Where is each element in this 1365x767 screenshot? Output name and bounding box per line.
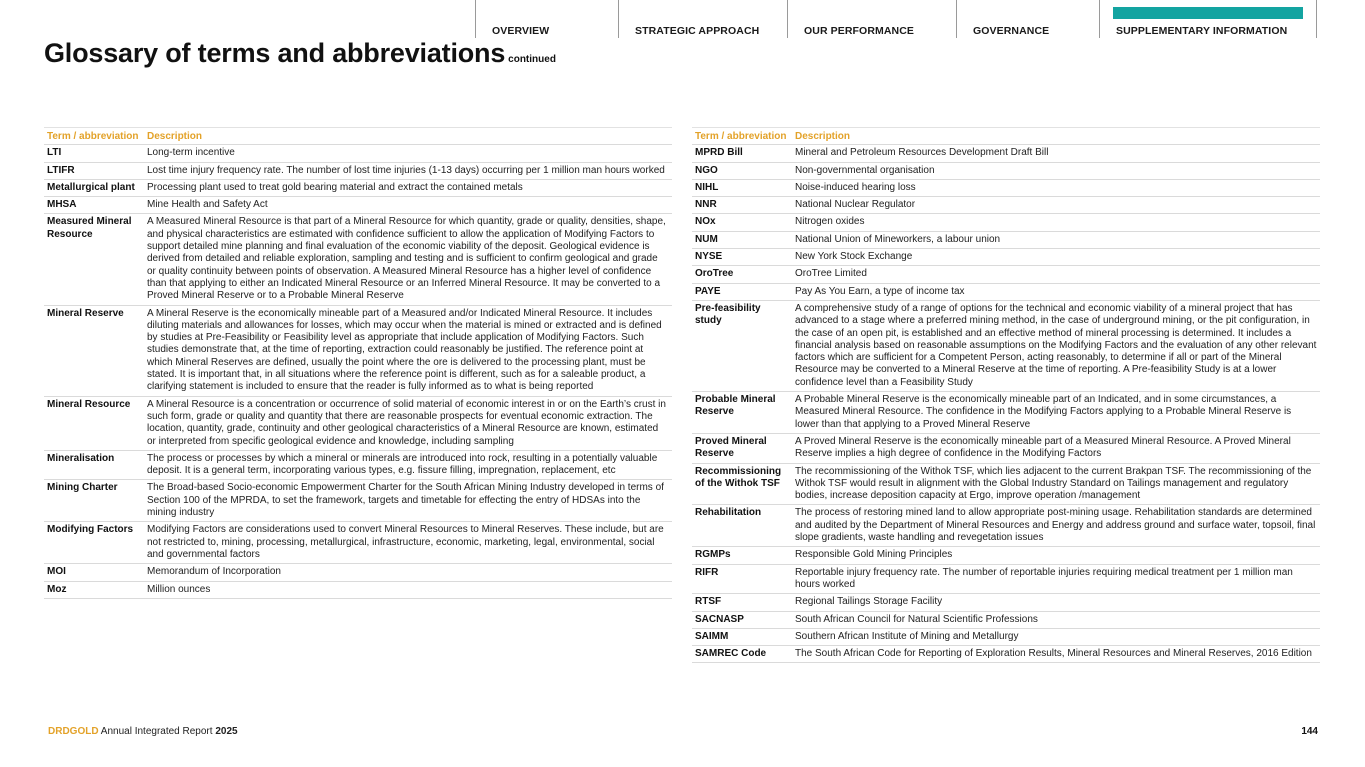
glossary-row <box>44 145 672 162</box>
nav-tab-supplementary-information[interactable] <box>1099 0 1317 38</box>
nav-tab-label: STRATEGIC APPROACH <box>635 25 760 37</box>
glossary-row <box>692 433 1320 463</box>
description-column-header: Description <box>792 128 1320 145</box>
nav-tab-governance[interactable] <box>956 0 1099 38</box>
page-number: 144 <box>1301 726 1318 737</box>
glossary-term: OroTree <box>692 266 792 283</box>
glossary-term: NIHL <box>692 179 792 196</box>
glossary-term: RIFR <box>692 564 792 594</box>
glossary-row <box>692 145 1320 162</box>
nav-tab-label: GOVERNANCE <box>973 25 1050 37</box>
glossary-term: Mineralisation <box>44 450 144 480</box>
glossary-description: Mineral and Petroleum Resources Development Draft Bill <box>792 145 1320 162</box>
glossary-term: MOI <box>44 564 144 581</box>
glossary-description: Regional Tailings Storage Facility <box>792 594 1320 611</box>
glossary-term: Rehabilitation <box>692 505 792 547</box>
term-column-header: Term / abbreviation <box>692 128 792 145</box>
glossary-term: RGMPs <box>692 547 792 564</box>
glossary-term: LTIFR <box>44 162 144 179</box>
page-title <box>44 38 556 69</box>
glossary-row <box>44 564 672 581</box>
glossary-term: SAIMM <box>692 628 792 645</box>
glossary-row <box>44 480 672 522</box>
glossary-description: Processing plant used to treat gold bearing material and extract the contained metals <box>144 179 672 196</box>
glossary-table-right <box>692 127 1320 663</box>
glossary-description: National Nuclear Regulator <box>792 197 1320 214</box>
glossary-term: Probable Mineral Reserve <box>692 392 792 434</box>
glossary-term: Metallurgical plant <box>44 179 144 196</box>
glossary-row <box>44 396 672 450</box>
glossary-description: The Broad-based Socio-economic Empowerment Charter for the South African Mining Industry developed in terms of Section 100 of the MPRDA, to set the framework, targets and timetable for effecting the entry of HDSAs into the mining industry <box>144 480 672 522</box>
glossary-row <box>44 450 672 480</box>
glossary-row <box>692 628 1320 645</box>
glossary-row <box>692 179 1320 196</box>
glossary-description: A Mineral Resource is a concentration or occurrence of solid material of economic interest in or on the Earth’s crust in such form, grade or quality and quantity that there are reasonable prospects for eventual economic extraction. The location, quantity, grade, continuity and other geological characteristics of a Mineral Resource are known, estimated or interpreted from specific geological evidence and knowledge, including sampling <box>144 396 672 450</box>
glossary-description: Modifying Factors are considerations used to convert Mineral Resources to Mineral Reserves. These include, but are not restricted to, mining, processing, metallurgical, infrastructure, economic, marketing, legal, environmental, social and governmental factors <box>144 522 672 564</box>
glossary-description: A comprehensive study of a range of options for the technical and economic viability of a mineral project that has advanced to a stage where a preferred mining method, in the case of underground mining, or the pit configuration, in the case of an open pit, is established and an effective method of mineral processing is determined. It includes a financial analysis based on reasonable assumptions on the Modifying Factors and the evaluation of any other relevant factors which are sufficient for a Competent Person, acting reasonably, to determine if all or part of the Mineral Resource may be converted to a Mineral Reserve at the time of reporting. A Pre-feasibility Study is at a lower confidence level than a Feasibility Study <box>792 300 1320 391</box>
glossary-description: OroTree Limited <box>792 266 1320 283</box>
glossary-term: NGO <box>692 162 792 179</box>
glossary-row <box>692 463 1320 505</box>
glossary-row <box>44 197 672 214</box>
nav-tab-strategic-approach[interactable] <box>618 0 787 38</box>
description-column-header: Description <box>144 128 672 145</box>
glossary-description: Lost time injury frequency rate. The number of lost time injuries (1-13 days) occurring per 1 million man hours worked <box>144 162 672 179</box>
glossary-row <box>44 179 672 196</box>
glossary-row <box>692 300 1320 391</box>
glossary-row <box>44 162 672 179</box>
glossary-table-left <box>44 127 672 599</box>
glossary-description: South African Council for Natural Scientific Professions <box>792 611 1320 628</box>
glossary-row <box>692 249 1320 266</box>
nav-tab-label: SUPPLEMENTARY INFORMATION <box>1116 25 1288 37</box>
glossary-row <box>692 197 1320 214</box>
glossary-term: NOx <box>692 214 792 231</box>
glossary-description: A Probable Mineral Reserve is the economically mineable part of an Indicated, and in some circumstances, a Measured Mineral Resource. The confidence in the Modifying Factors applying to a Probable Mineral Reserve is lower than that applying to a Proved Mineral Reserve <box>792 392 1320 434</box>
glossary-description <box>792 463 1320 505</box>
glossary-table-left-body <box>44 145 672 599</box>
glossary-term: MHSA <box>44 197 144 214</box>
glossary-row <box>692 392 1320 434</box>
glossary-row <box>692 214 1320 231</box>
glossary-term: NUM <box>692 231 792 248</box>
glossary-row <box>692 564 1320 594</box>
glossary-row <box>692 594 1320 611</box>
glossary-term: Pre-feasibility study <box>692 300 792 391</box>
glossary-description: Noise-induced hearing loss <box>792 179 1320 196</box>
nav-tab-our-performance[interactable] <box>787 0 956 38</box>
glossary-table-right-body <box>692 145 1320 663</box>
glossary-term: Moz <box>44 581 144 598</box>
glossary-term: Mineral Reserve <box>44 305 144 396</box>
glossary-term: Measured Mineral Resource <box>44 214 144 305</box>
glossary-term: NNR <box>692 197 792 214</box>
glossary-description: A Proved Mineral Reserve is the economically mineable part of a Measured Mineral Resource. A Proved Mineral Reserve implies a high degree of confidence in the Modifying Factors <box>792 433 1320 463</box>
glossary-row <box>44 305 672 396</box>
nav-tab-label: OVERVIEW <box>492 25 550 37</box>
glossary-description: The South African Code for Reporting of Exploration Results, Mineral Resources and Mineral Reserves, 2016 Edition <box>792 646 1320 663</box>
glossary-description: Reportable injury frequency rate. The number of reportable injuries requiring medical treatment per 1 million man hours worked <box>792 564 1320 594</box>
glossary-description: Southern African Institute of Mining and Metallurgy <box>792 628 1320 645</box>
footer-brand: DRDGOLD <box>48 726 99 737</box>
nav-tab-label: OUR PERFORMANCE <box>804 25 915 37</box>
glossary-row <box>692 505 1320 547</box>
glossary-term: Modifying Factors <box>44 522 144 564</box>
page-title-text: Glossary of terms and abbreviations <box>44 38 506 68</box>
glossary-description: Long-term incentive <box>144 145 672 162</box>
glossary-term: RTSF <box>692 594 792 611</box>
glossary-description: A Measured Mineral Resource is that part of a Mineral Resource for which quantity, grade or quality, densities, shape, and physical characteristics are estimated with confidence sufficient to allow the application of Modifying Factors to support detailed mine planning and final evaluation of the economic viability of the deposit. Geological evidence is derived from detailed and reliable exploration, sampling and testing and is sufficient to confirm geological and grade or quality continuity between points of observation. A Measured Mineral Resource has a higher level of confidence than that applying to either an Indicated Mineral Resource or an Inferred Mineral Resource. It may be converted to a Proved Mineral Reserve or to a Probable Mineral Reserve <box>144 214 672 305</box>
glossary-row <box>44 522 672 564</box>
glossary-term: NYSE <box>692 249 792 266</box>
glossary-description: Nitrogen oxides <box>792 214 1320 231</box>
footer-report-name: Annual Integrated Report <box>100 726 213 737</box>
glossary-row <box>44 214 672 305</box>
glossary-row <box>692 611 1320 628</box>
top-navigation <box>475 0 1317 38</box>
glossary-row <box>692 266 1320 283</box>
table-header-row <box>692 128 1320 145</box>
glossary-description: Million ounces <box>144 581 672 598</box>
footer <box>48 726 238 737</box>
glossary-row <box>692 231 1320 248</box>
glossary-description: The process or processes by which a mineral or minerals are introduced into rock, resulting in a potentially valuable deposit. It is a general term, incorporating various types, e.g. fissure filling, impregnation, replacement, etc <box>144 450 672 480</box>
glossary-row <box>692 283 1320 300</box>
glossary-row <box>692 547 1320 564</box>
glossary-row <box>692 646 1320 663</box>
glossary-description: The process of restoring mined land to allow appropriate post-mining usage. Rehabilitation standards are determined and audited by the Department of Mineral Resources and Energy and address ground and surface water, topsoil, final slope gradients, waste handling and revegetation issues <box>792 505 1320 547</box>
glossary-description: New York Stock Exchange <box>792 249 1320 266</box>
glossary-description: National Union of Mineworkers, a labour union <box>792 231 1320 248</box>
glossary-description: A Mineral Reserve is the economically mineable part of a Measured and/or Indicated Mineral Resource. It includes diluting materials and allowances for losses, which may occur when the material is mined or extracted and is defined by studies at Pre-Feasibility or Feasibility level as appropriate that include application of Modifying Factors. Such studies demonstrate that, at the time of reporting, extraction could reasonably be justified. The reference point at which Mineral Reserves are defined, usually the point where the ore is delivered to the processing plant, must be stated. It is important that, in all situations where the reference point is different, such as for a saleable product, a clarifying statement is included to ensure that the reader is fully informed as to what is being reported <box>144 305 672 396</box>
page-title-suffix: continued <box>508 54 556 65</box>
glossary-description: Mine Health and Safety Act <box>144 197 672 214</box>
glossary-description: Memorandum of Incorporation <box>144 564 672 581</box>
glossary-term: Proved Mineral Reserve <box>692 433 792 463</box>
glossary-term: SACNASP <box>692 611 792 628</box>
term-column-header: Term / abbreviation <box>44 128 144 145</box>
glossary-term: Mineral Resource <box>44 396 144 450</box>
glossary-term: Mining Charter <box>44 480 144 522</box>
glossary-term: PAYE <box>692 283 792 300</box>
glossary-description: Pay As You Earn, a type of income tax <box>792 283 1320 300</box>
glossary-row <box>44 581 672 598</box>
glossary-term: SAMREC Code <box>692 646 792 663</box>
glossary-description: Non-governmental organisation <box>792 162 1320 179</box>
glossary-description-text: The recommissioning of the Withok TSF, which lies adjacent to the current Brakpan TSF. The recommissioning of the Withok TSF would result in alignment with the Global Industry Standard on Tailings management and regulatory bodies, increase deposition capacity at Ergo, improve operation /management <box>795 465 1312 502</box>
active-tab-indicator <box>1113 7 1303 19</box>
glossary-term: Recommissioning of the Withok TSF <box>692 463 792 505</box>
nav-tab-overview[interactable] <box>475 0 618 38</box>
table-header-row <box>44 128 672 145</box>
glossary-description: Responsible Gold Mining Principles <box>792 547 1320 564</box>
glossary-term: LTI <box>44 145 144 162</box>
footer-year: 2025 <box>215 726 238 737</box>
glossary-term: MPRD Bill <box>692 145 792 162</box>
glossary-row <box>692 162 1320 179</box>
